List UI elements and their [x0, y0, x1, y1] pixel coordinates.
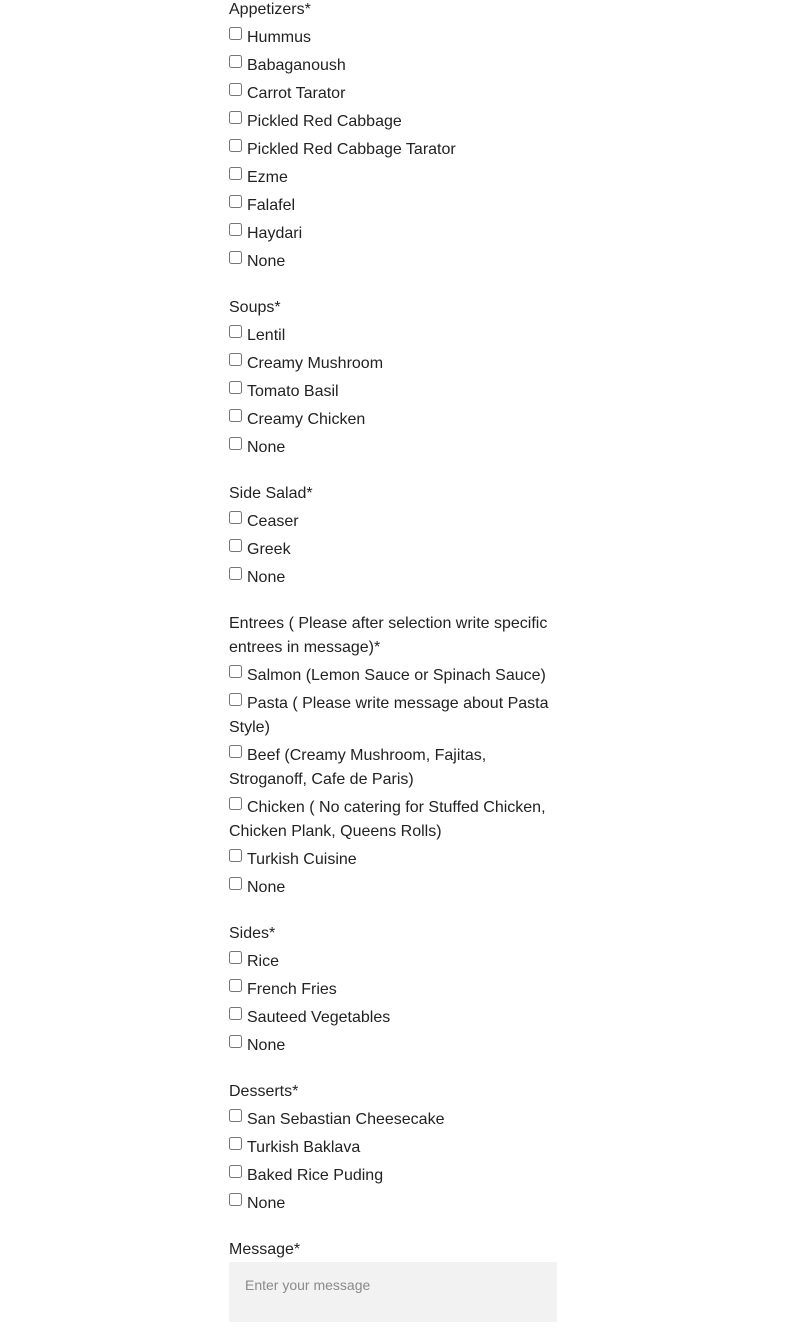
- side-salad-checkbox[interactable]: [229, 511, 242, 524]
- sides-option[interactable]: [229, 950, 557, 974]
- soups-checkbox[interactable]: [229, 437, 242, 450]
- desserts-option[interactable]: [229, 1192, 557, 1216]
- appetizers-checkbox[interactable]: [229, 83, 242, 96]
- entrees-group: [229, 612, 557, 900]
- message-label: Message*: [229, 1241, 301, 1258]
- appetizers-checkbox[interactable]: [229, 195, 242, 208]
- appetizers-option-label: Carrot Tarator: [247, 85, 346, 102]
- entrees-checkbox[interactable]: [229, 849, 242, 862]
- appetizers-option[interactable]: [229, 82, 557, 106]
- sides-checkbox[interactable]: [229, 1035, 242, 1048]
- appetizers-option-label: Pickled Red Cabbage Tarator: [247, 141, 456, 158]
- appetizers-option[interactable]: [229, 54, 557, 78]
- appetizers-checkbox[interactable]: [229, 27, 242, 40]
- entrees-option-label: Salmon (Lemon Sauce or Spinach Sauce): [247, 667, 546, 684]
- side-salad-option[interactable]: [229, 510, 557, 534]
- sides-checkbox[interactable]: [229, 1007, 242, 1020]
- desserts-option[interactable]: [229, 1108, 557, 1132]
- soups-option[interactable]: [229, 352, 557, 376]
- desserts-checkbox[interactable]: [229, 1137, 242, 1150]
- sides-checkbox[interactable]: [229, 951, 242, 964]
- entrees-option[interactable]: [229, 848, 557, 872]
- entrees-option-label: Chicken ( No catering for Stuffed Chicken, Chicken Plank, Queens Rolls): [229, 799, 546, 840]
- entrees-option-label: Turkish Cuisine: [247, 851, 357, 868]
- side-salad-option-label: Greek: [247, 541, 291, 558]
- appetizers-option[interactable]: [229, 26, 557, 50]
- soups-option-label: Tomato Basil: [247, 383, 339, 400]
- desserts-checkbox[interactable]: [229, 1109, 242, 1122]
- sides-option-label: French Fries: [247, 981, 337, 998]
- soups-option[interactable]: [229, 324, 557, 348]
- side-salad-checkbox[interactable]: [229, 539, 242, 552]
- entrees-option[interactable]: [229, 796, 557, 844]
- desserts-checkbox[interactable]: [229, 1165, 242, 1178]
- soups-checkbox[interactable]: [229, 381, 242, 394]
- appetizers-group: [229, 0, 557, 274]
- soups-group: [229, 296, 557, 460]
- appetizers-option-label: Babaganoush: [247, 57, 346, 74]
- appetizers-label: Appetizers*: [229, 1, 311, 18]
- appetizers-checkbox[interactable]: [229, 251, 242, 264]
- side-salad-option[interactable]: [229, 538, 557, 562]
- soups-option[interactable]: [229, 408, 557, 432]
- desserts-checkbox[interactable]: [229, 1193, 242, 1206]
- appetizers-option-label: Ezme: [247, 169, 288, 186]
- entrees-option[interactable]: [229, 692, 557, 740]
- entrees-option-label: Pasta ( Please write message about Pasta Style): [229, 695, 549, 736]
- side-salad-checkbox[interactable]: [229, 567, 242, 580]
- appetizers-option-label: Falafel: [247, 197, 296, 214]
- appetizers-checkbox[interactable]: [229, 111, 242, 124]
- sides-option[interactable]: [229, 1034, 557, 1058]
- side-salad-option-label: None: [247, 569, 286, 586]
- side-salad-option-label: Ceaser: [247, 513, 299, 530]
- appetizers-option-label: Pickled Red Cabbage: [247, 113, 402, 130]
- appetizers-checkbox[interactable]: [229, 223, 242, 236]
- desserts-group: [229, 1080, 557, 1216]
- entrees-label: Entrees ( Please after selection write specific entrees in message)*: [229, 615, 548, 656]
- side-salad-label: Side Salad*: [229, 485, 313, 502]
- appetizers-option[interactable]: [229, 166, 557, 190]
- entrees-option[interactable]: [229, 664, 557, 688]
- sides-group: [229, 922, 557, 1058]
- appetizers-option[interactable]: [229, 222, 557, 246]
- entrees-option[interactable]: [229, 744, 557, 792]
- sides-label: Sides*: [229, 925, 276, 942]
- desserts-option-label: Baked Rice Puding: [247, 1167, 384, 1184]
- appetizers-checkbox[interactable]: [229, 139, 242, 152]
- soups-option-label: Creamy Mushroom: [247, 355, 384, 372]
- entrees-option-label: Beef (Creamy Mushroom, Fajitas, Stroganoff, Cafe de Paris): [229, 747, 487, 788]
- soups-option-label: None: [247, 439, 286, 456]
- appetizers-option-label: Hummus: [247, 29, 312, 46]
- entrees-checkbox[interactable]: [229, 665, 242, 678]
- desserts-option-label: None: [247, 1195, 286, 1212]
- appetizers-option[interactable]: [229, 138, 557, 162]
- soups-checkbox[interactable]: [229, 409, 242, 422]
- desserts-option-label: San Sebastian Cheesecake: [247, 1111, 445, 1128]
- entrees-option[interactable]: [229, 876, 557, 900]
- entrees-checkbox[interactable]: [229, 745, 242, 758]
- desserts-option[interactable]: [229, 1136, 557, 1160]
- soups-label: Soups*: [229, 299, 281, 316]
- sides-option-label: None: [247, 1037, 286, 1054]
- desserts-option[interactable]: [229, 1164, 557, 1188]
- soups-option-label: Lentil: [247, 327, 286, 344]
- entrees-checkbox[interactable]: [229, 877, 242, 890]
- soups-option-label: Creamy Chicken: [247, 411, 366, 428]
- side-salad-option[interactable]: [229, 566, 557, 590]
- appetizers-option[interactable]: [229, 194, 557, 218]
- entrees-checkbox[interactable]: [229, 797, 242, 810]
- soups-option[interactable]: [229, 436, 557, 460]
- sides-checkbox[interactable]: [229, 979, 242, 992]
- soups-checkbox[interactable]: [229, 353, 242, 366]
- sides-option-label: Sauteed Vegetables: [247, 1009, 391, 1026]
- appetizers-option-label: None: [247, 253, 286, 270]
- message-group: [229, 1238, 557, 1322]
- appetizers-option-label: Haydari: [247, 225, 303, 242]
- soups-option[interactable]: [229, 380, 557, 404]
- menu-groups: [229, 0, 557, 1216]
- entrees-option-label: None: [247, 879, 286, 896]
- desserts-option-label: Turkish Baklava: [247, 1139, 361, 1156]
- appetizers-option[interactable]: [229, 250, 557, 274]
- appetizers-checkbox[interactable]: [229, 167, 242, 180]
- entrees-checkbox[interactable]: [229, 693, 242, 706]
- sides-option[interactable]: [229, 978, 557, 1002]
- sides-option-label: Rice: [247, 953, 280, 970]
- sides-option[interactable]: [229, 1006, 557, 1030]
- appetizers-option[interactable]: [229, 110, 557, 134]
- soups-checkbox[interactable]: [229, 325, 242, 338]
- appetizers-checkbox[interactable]: [229, 55, 242, 68]
- desserts-label: Desserts*: [229, 1083, 299, 1100]
- catering-order-form: [229, 0, 557, 1344]
- side-salad-group: [229, 482, 557, 590]
- message-input[interactable]: [229, 1262, 557, 1322]
